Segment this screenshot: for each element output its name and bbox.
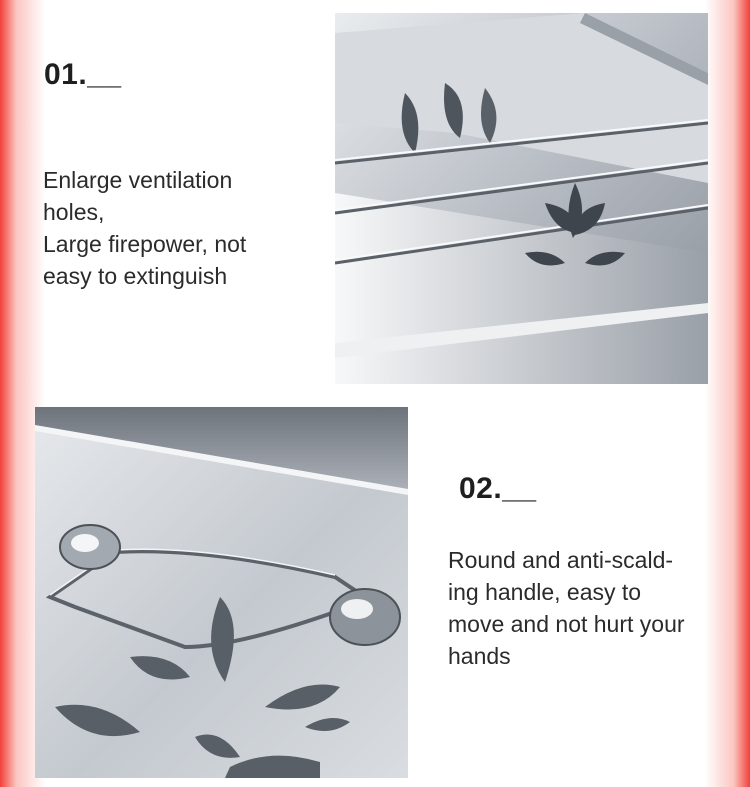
feature-1-number: 01.__ (44, 58, 122, 91)
grill-ventilation-image (335, 13, 708, 384)
feature-1-photo (335, 13, 708, 384)
feature-2-number: 02.__ (459, 472, 537, 505)
feature-2-description: Round and anti-scald- ing handle, easy to move and not hurt your hands (448, 547, 685, 669)
grill-handle-image (35, 407, 408, 778)
feature-1-description: Enlarge ventilation holes, Large firepower, not easy to extinguish (43, 167, 247, 289)
feature-2-photo (35, 407, 408, 778)
